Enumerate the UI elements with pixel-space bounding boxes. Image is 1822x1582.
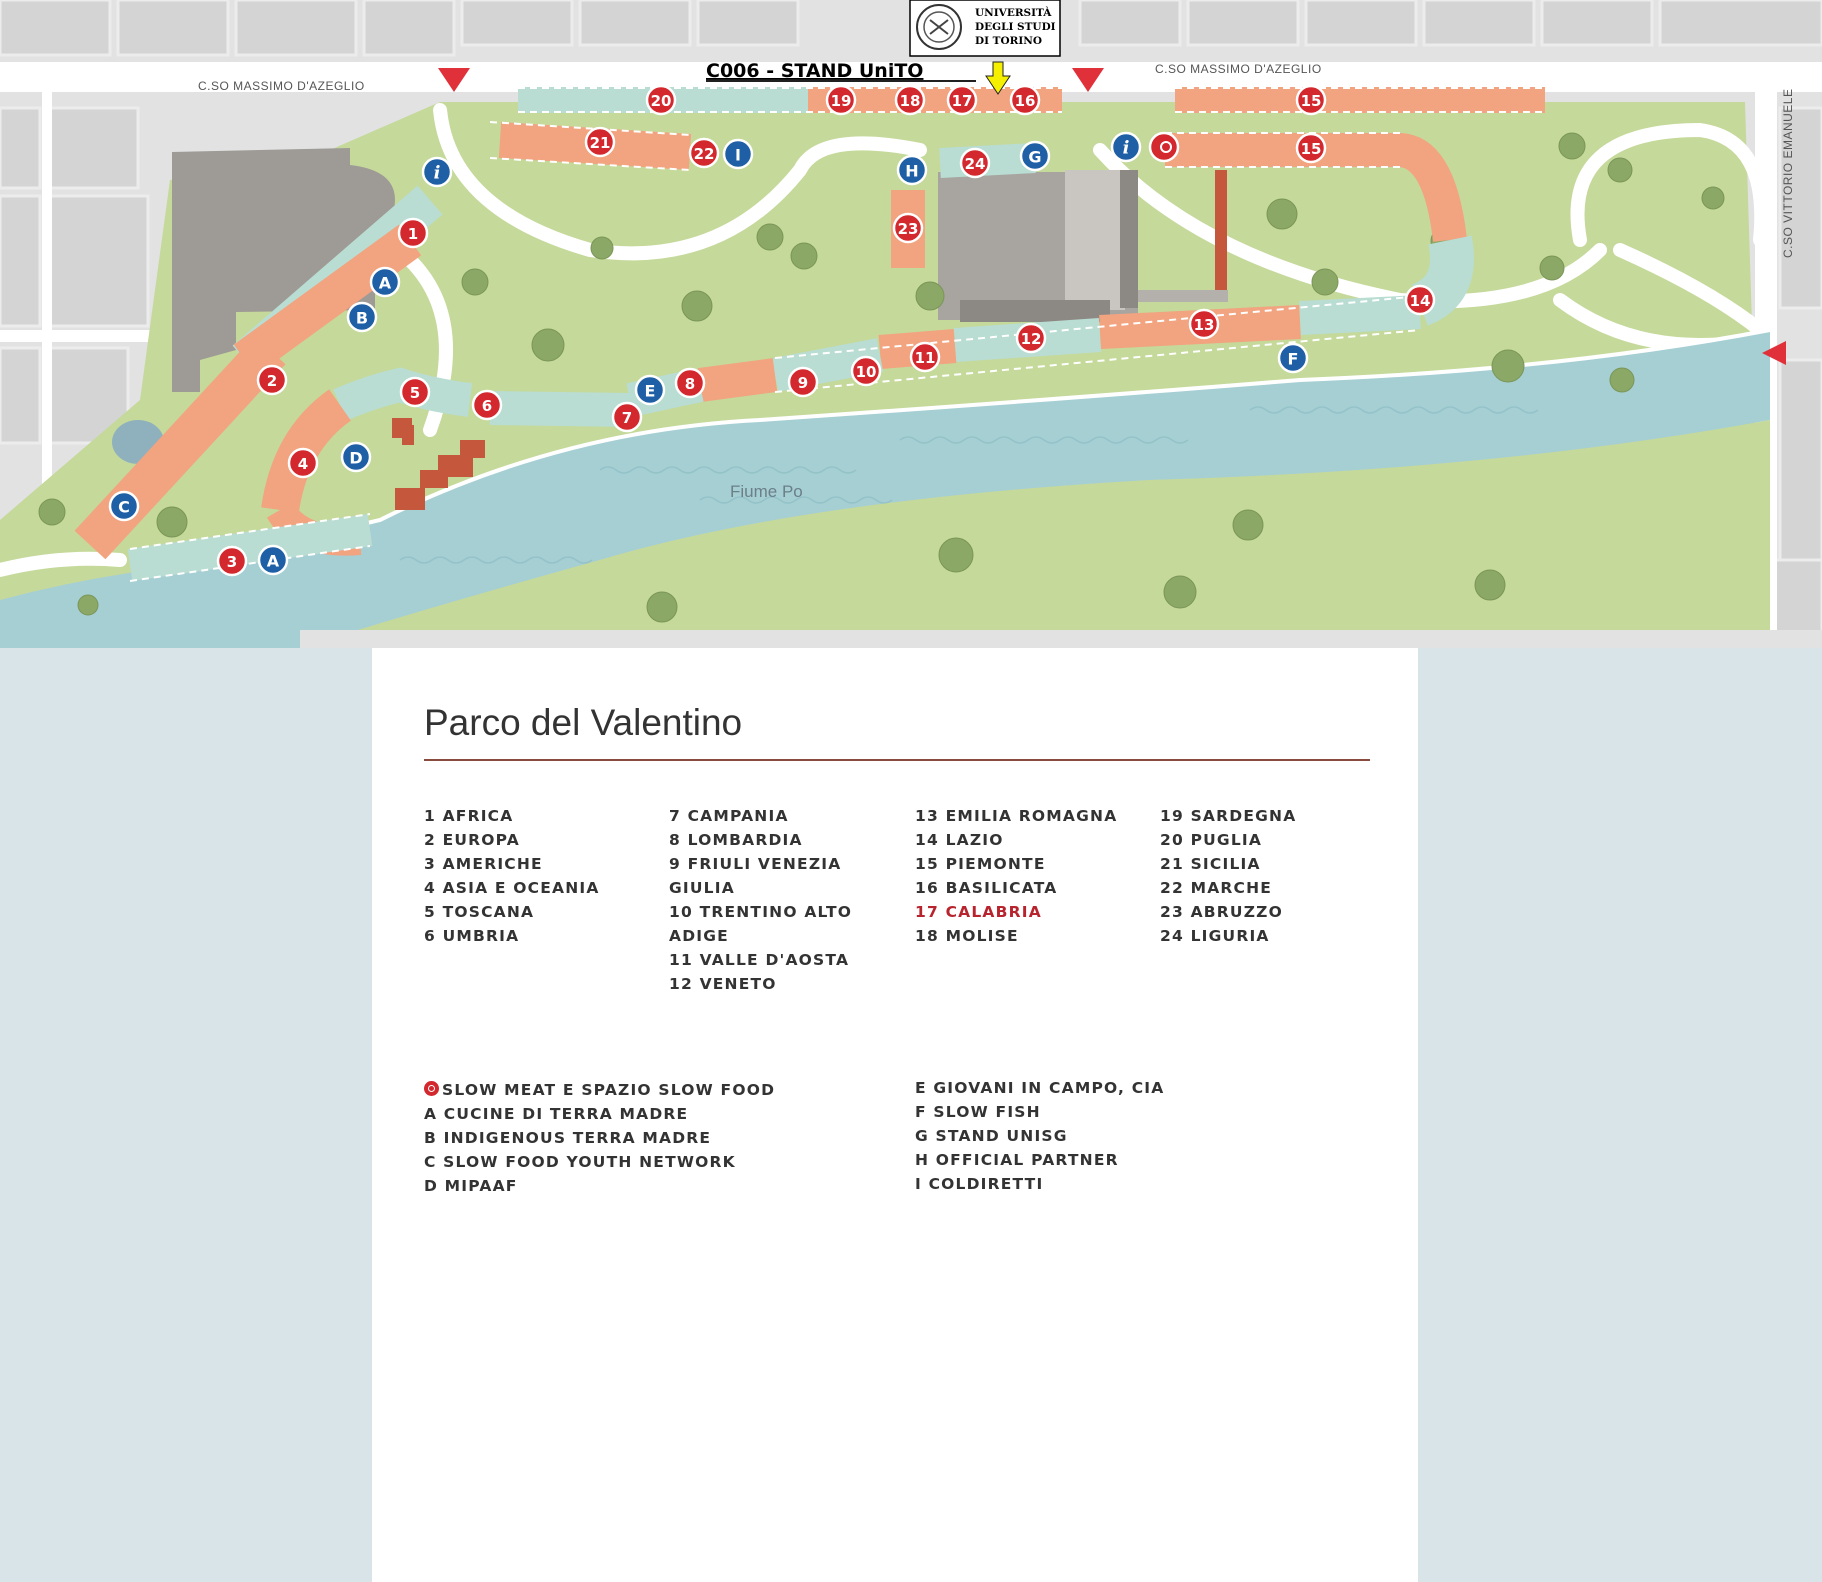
- snail-icon: [424, 1081, 439, 1096]
- legend-item: B INDIGENOUS TERRA MADRE: [424, 1129, 712, 1147]
- area-marker-e[interactable]: [636, 376, 664, 404]
- legend-item: 5 TOSCANA: [424, 903, 535, 921]
- legend-item: 16 BASILICATA: [915, 879, 1058, 897]
- area-marker-b-label: B: [355, 308, 369, 328]
- zone-marker-13-label: 13: [1193, 316, 1215, 334]
- zone-marker-19-label: 19: [830, 92, 852, 110]
- zone-marker-4-label: 4: [297, 455, 309, 473]
- area-marker-a-label: A: [266, 551, 280, 571]
- zone-marker-15-label: 15: [1300, 92, 1322, 110]
- legend-item: 11 VALLE D'AOSTA: [669, 951, 850, 969]
- zone-marker-8[interactable]: [676, 369, 704, 397]
- area-marker-c-label: C: [118, 497, 130, 517]
- legend-item: 8 LOMBARDIA: [669, 831, 803, 849]
- zone-marker-9[interactable]: [789, 368, 817, 396]
- info-point-icon[interactable]: [1112, 133, 1140, 161]
- legend-panel: [372, 648, 1418, 1582]
- zone-marker-11-label: 11: [914, 349, 936, 367]
- area-marker-i-label: I: [735, 145, 741, 165]
- area-list-right: [915, 1076, 1355, 1196]
- zone-marker-5-label: 5: [409, 384, 421, 402]
- title-divider: [424, 759, 1370, 761]
- zone-marker-16-label: 16: [1014, 92, 1036, 110]
- snail-icon[interactable]: [1150, 133, 1178, 161]
- legend-item: C SLOW FOOD YOUTH NETWORK: [424, 1153, 736, 1171]
- legend-item: 6 UMBRIA: [424, 927, 520, 945]
- zone-marker-1[interactable]: [399, 219, 427, 247]
- svg-text:DI TORINO: DI TORINO: [975, 35, 1043, 47]
- legend-item: A CUCINE DI TERRA MADRE: [424, 1105, 689, 1123]
- zone-marker-17[interactable]: [948, 86, 976, 114]
- region-list-col3: [915, 804, 1155, 948]
- unito-logo: [910, 0, 1060, 56]
- legend-item: 3 AMERICHE: [424, 855, 543, 873]
- river-label: Fiume Po: [730, 482, 803, 501]
- zone-marker-24[interactable]: [961, 149, 989, 177]
- area-marker-d[interactable]: [342, 443, 370, 471]
- zone-marker-24-label: 24: [964, 155, 986, 173]
- zone-marker-21-label: 21: [589, 134, 611, 152]
- legend-item: 20 PUGLIA: [1160, 831, 1263, 849]
- area-marker-g[interactable]: [1021, 142, 1049, 170]
- legend-item: G STAND UNISG: [915, 1127, 1068, 1145]
- zone-marker-7-label: 7: [621, 409, 633, 427]
- zone-marker-14[interactable]: [1406, 286, 1434, 314]
- zone-marker-6[interactable]: [473, 391, 501, 419]
- legend-item: 7 CAMPANIA: [669, 807, 789, 825]
- zone-marker-20[interactable]: [647, 86, 675, 114]
- zone-marker-3[interactable]: [218, 547, 246, 575]
- legend-item: 13 EMILIA ROMAGNA: [915, 807, 1118, 825]
- zone-marker-4[interactable]: [289, 449, 317, 477]
- area-marker-d-label: D: [349, 448, 363, 468]
- legend-item: 23 ABRUZZO: [1160, 903, 1283, 921]
- legend-item: 9 FRIULI VENEZIA GIULIA: [669, 855, 842, 897]
- zone-marker-22[interactable]: [690, 139, 718, 167]
- svg-text:DEGLI STUDI: DEGLI STUDI: [975, 21, 1056, 33]
- zone-marker-19[interactable]: [827, 86, 855, 114]
- zone-marker-18-label: 18: [899, 92, 921, 110]
- zone-marker-21[interactable]: [586, 128, 614, 156]
- area-marker-c[interactable]: [110, 492, 138, 520]
- zone-marker-3-label: 3: [226, 553, 238, 571]
- region-list-col2: [669, 804, 869, 996]
- legend-item: H OFFICIAL PARTNER: [915, 1151, 1119, 1169]
- zone-marker-15-label: 15: [1300, 140, 1322, 158]
- zone-marker-6-label: 6: [481, 397, 493, 415]
- area-list-left: [424, 1078, 864, 1198]
- zone-marker-17-label: 17: [951, 92, 973, 110]
- area-marker-i[interactable]: [724, 140, 752, 168]
- zone-marker-12[interactable]: [1017, 324, 1045, 352]
- legend-item: 10 TRENTINO ALTO ADIGE: [669, 903, 853, 945]
- road-label-right: C.SO MASSIMO D'AZEGLIO: [1155, 62, 1322, 76]
- zone-marker-5[interactable]: [401, 378, 429, 406]
- area-marker-h[interactable]: [898, 156, 926, 184]
- park-map: [0, 0, 1822, 648]
- area-marker-a-label: A: [378, 273, 392, 293]
- zone-marker-15[interactable]: [1297, 86, 1325, 114]
- legend-item: 1 AFRICA: [424, 807, 514, 825]
- zone-marker-18[interactable]: [896, 86, 924, 114]
- area-marker-b[interactable]: [348, 303, 376, 331]
- zone-marker-23[interactable]: [894, 214, 922, 242]
- area-marker-h-label: H: [905, 161, 919, 181]
- zone-marker-22-label: 22: [693, 145, 715, 163]
- legend-item: 22 MARCHE: [1160, 879, 1273, 897]
- legend-item: 4 ASIA E OCEANIA: [424, 879, 600, 897]
- legend-item: 18 MOLISE: [915, 927, 1019, 945]
- legend-item: 21 SICILIA: [1160, 855, 1261, 873]
- road-label-left: C.SO MASSIMO D'AZEGLIO: [198, 79, 365, 93]
- region-list-col4: [1160, 804, 1400, 948]
- zone-marker-13[interactable]: [1190, 310, 1218, 338]
- zone-marker-7[interactable]: [613, 403, 641, 431]
- zone-marker-16[interactable]: [1011, 86, 1039, 114]
- zone-marker-14-label: 14: [1409, 292, 1431, 310]
- legend-item: 19 SARDEGNA: [1160, 807, 1297, 825]
- info-point-icon-label: i: [1122, 137, 1130, 159]
- area-marker-g-label: G: [1028, 147, 1042, 167]
- svg-text:UNIVERSITÀ: UNIVERSITÀ: [975, 7, 1052, 19]
- zone-marker-2[interactable]: [258, 366, 286, 394]
- zone-marker-8-label: 8: [684, 375, 696, 393]
- info-point-icon[interactable]: [423, 158, 451, 186]
- zone-marker-10[interactable]: [852, 357, 880, 385]
- zone-marker-11[interactable]: [911, 343, 939, 371]
- zone-marker-9-label: 9: [797, 374, 809, 392]
- zone-marker-20-label: 20: [650, 92, 672, 110]
- area-marker-f[interactable]: [1279, 344, 1307, 372]
- zone-marker-1-label: 1: [407, 225, 419, 243]
- legend-item: 2 EUROPA: [424, 831, 521, 849]
- area-marker-f-label: F: [1287, 349, 1299, 369]
- zone-marker-10-label: 10: [855, 363, 877, 381]
- zone-marker-23-label: 23: [897, 220, 919, 238]
- road-label-vertical: C.SO VITTORIO EMANUELE: [1781, 88, 1795, 258]
- legend-item: 17 CALABRIA: [915, 903, 1042, 921]
- legend-item: I COLDIRETTI: [915, 1175, 1044, 1193]
- area-marker-a[interactable]: [259, 546, 287, 574]
- legend-item: SLOW MEAT E SPAZIO SLOW FOOD: [424, 1078, 864, 1102]
- page-title: Parco del Valentino: [424, 702, 743, 743]
- legend-item: 24 LIGURIA: [1160, 927, 1270, 945]
- info-point-icon-label: i: [433, 162, 441, 184]
- legend-item: 15 PIEMONTE: [915, 855, 1046, 873]
- stand-unito-label: C006 - STAND UniTO: [706, 60, 924, 82]
- zone-marker-15[interactable]: [1297, 134, 1325, 162]
- region-list-col1: [424, 804, 664, 948]
- area-marker-a[interactable]: [371, 268, 399, 296]
- legend-item: F SLOW FISH: [915, 1103, 1041, 1121]
- legend-item: 12 VENETO: [669, 975, 777, 993]
- zone-marker-12-label: 12: [1020, 330, 1042, 348]
- legend-item: E GIOVANI IN CAMPO, CIA: [915, 1079, 1165, 1097]
- legend-item: 14 LAZIO: [915, 831, 1004, 849]
- zone-marker-2-label: 2: [266, 372, 278, 390]
- legend-item: D MIPAAF: [424, 1177, 518, 1195]
- area-marker-e-label: E: [644, 381, 656, 401]
